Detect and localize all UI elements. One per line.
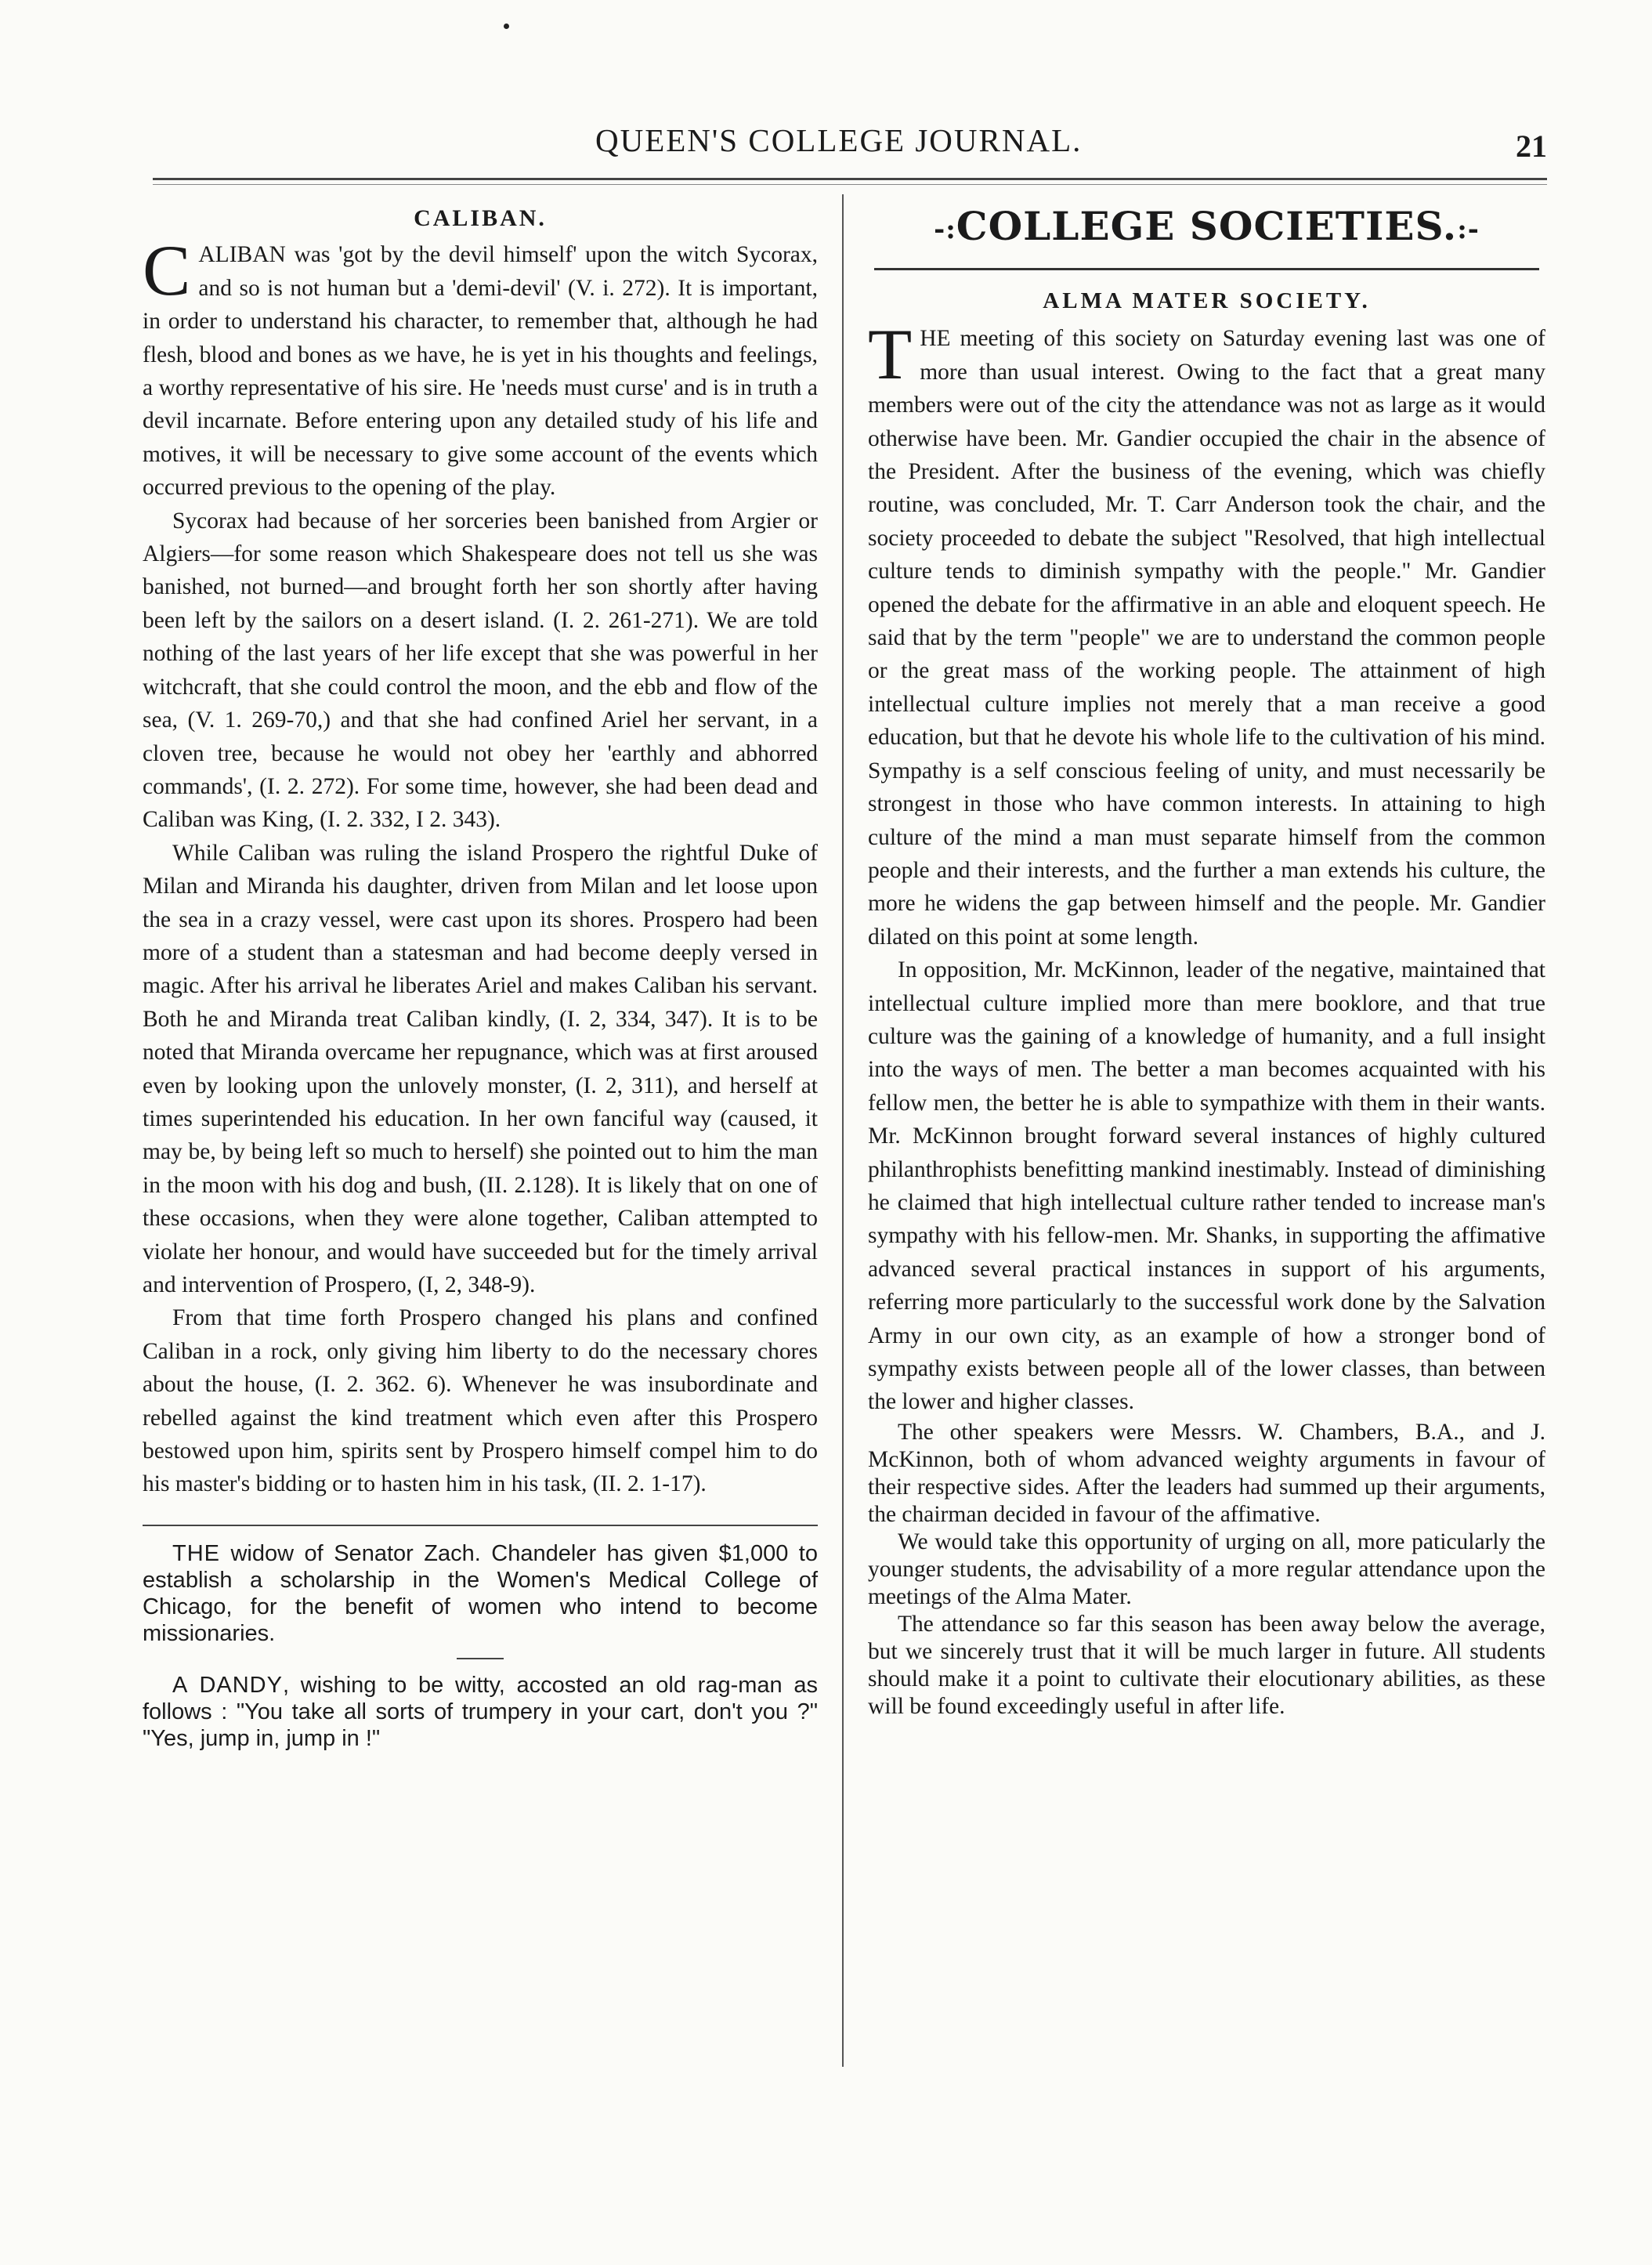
ams-paragraph-2: In opposition, Mr. McKinnon, leader of the negative, maintained that intellectual culture implied more than mere booklore, and that true culture was the gaining of a knowledge of humanity, and a full insight into the ways of men. The better a man becomes acquainted with his fellow men, the better he is able to sympathize with them in their wants. Mr. McKinnon brought forward several instances of highly cultured philanthrophists benefitting mankind inestimably. Instead of diminishing he claimed that high intellectual culture rather tended to increase man's sympathy with his fellow-men. Mr. Shanks, in supporting the affimative advanced several practical instances in support of his arguments, referring more particularly to the successful work done by the Salvation Army in our own city, as an example of how a stronger bond of sympathy exists between people all of the lower classes, than between the lower and higher classes. (868, 957, 1545, 1415)
drop-cap: C (143, 230, 191, 311)
note-separator (457, 1658, 504, 1659)
drop-cap-t: T (868, 314, 913, 395)
banner-rule (874, 268, 1539, 270)
header-rule (153, 178, 1547, 180)
note-dandy (143, 1672, 818, 1752)
notes-section (143, 1525, 818, 1752)
note-dandy-lead: A DANDY (172, 1672, 283, 1698)
caliban-paragraph-2: Sycorax had because of her sorceries been banished from Argier or Algiers—for some reason which Shakespeare does not tell us she was banished, not burned—and brought forth her son shortly after having been left by the sailors on a desert island. (I. 2. 261-271). We are told nothing of the last years of her life except that she was powerful in her witchcraft, that she could control the moon, and the ebb and flow of the sea, (V. 1. 269-70,) and that she had confined Ariel her servant, in a cloven tree, because he would not obey her 'earthly and abhorred commands', (I. 2. 272). For some time, however, she had been dead and Caliban was King, (I. 2. 332, I 2. 343). (143, 508, 818, 833)
ams-paragraph-3: The other speakers were Messrs. W. Chambers, B.A., and J. McKinnon, both of whom advanced weighty arguments in favour of their respective sides. After the leaders had summed up their arguments, the chairman decided in favour of the affimative. (868, 1419, 1545, 1527)
note-scholarship-text: widow of Senator Zach. Chandeler has given $1,000 to establish a scholarship in the Women's Medical College of Chicago, for the benefit of women who intend to become missionaries. (143, 1540, 818, 1646)
right-column (868, 202, 1545, 1720)
note-scholarship (143, 1540, 818, 1647)
ams-closing (868, 1419, 1545, 1720)
banner-ornament-left: -: (934, 214, 956, 245)
banner-ornament-right: :- (1457, 214, 1480, 245)
caliban-title: CALIBAN. (414, 205, 547, 231)
journal-title: QUEEN'S COLLEGE JOURNAL. (595, 122, 1083, 158)
ams-paragraph-5: The attendance so far this season has been away below the average, but we sincerely trust that it will be much larger in future. All students should make it a point to cultivate their elocutionary abilities, as these will be found exceedingly useful in after life. (868, 1611, 1545, 1719)
caliban-paragraph-1-text: ALIBAN was 'got by the devil himself' upon the witch Sycorax, and so is not human but a 'demi-devil' (V. i. 272). It is important, in order to understand his character, to remember that, although he had flesh, blood and bones as we have, he is yet in his thoughts and feelings, a worthy representative of his sire. He 'needs must curse' and is in truth a devil incarnate. Before entering upon any detailed study of his life and motives, it will be necessary to give some account of the events which occurred previous to the opening of the play. (143, 242, 818, 501)
caliban-paragraph-1 (143, 230, 818, 504)
ams-paragraph-1 (868, 314, 1545, 953)
page-header (0, 121, 1652, 184)
ams-paragraph-1-text: HE meeting of this society on Saturday evening last was one of more than usual interest. Owing to the fact that a great many members were out of the city the attendance was not as large as it would otherwise have been. Mr. Gandier occupied the chair in the absence of the President. After the business of the evening, which was chiefly routine, was concluded, Mr. T. Carr Anderson took the chair, and the society proceeded to debate the subject "Resolved, that high intellectual culture tends to diminish sympathy with the people." Mr. Gandier opened the debate for the affirmative in an able and eloquent speech. He said that by the term "people" we are to understand the common people or the great mass of the working people. The attainment of high intellectual culture implies not merely that a man receive a good education, but that he devote his whole life to the cultivation of his mind. Sympathy is a self conscious feeling of unity, and must necessarily be strongest in those who have common interests. In attaining to high culture of the mind a man must separate himself from the common people and their interests, and the further a man extends his culture, the more he widens the gap between himself and the people. Mr. Gandier dilated on this point at some length. (868, 326, 1545, 950)
ink-speck (504, 24, 509, 29)
caliban-paragraph-4: From that time forth Prospero changed his plans and confined Caliban in a rock, only giving him liberty to do the necessary chores about the house, (I. 2. 362. 6). Whenever he was insubordinate and rebelled against the kind treatment which even after this Prospero bestowed upon him, spirits sent by Prospero himself compel him to do his master's bidding or to hasten him in his task, (II. 2. 1-17). (143, 1305, 818, 1497)
banner-title: COLLEGE SOCIETIES. (956, 203, 1458, 249)
alma-mater-title: ALMA MATER SOCIETY. (1043, 288, 1371, 313)
note-scholarship-lead: THE (172, 1540, 220, 1566)
left-column (143, 202, 818, 1752)
column-divider (842, 194, 844, 2067)
caliban-paragraph-3: While Caliban was ruling the island Prospero the rightful Duke of Milan and Miranda his daughter, driven from Milan and let loose upon the sea in a crazy vessel, were cast upon its shores. Prospero had been more of a student than a statesman and had become deeply versed in magic. After his arrival he liberates Ariel and makes Caliban his servant. Both he and Miranda treat Caliban kindly, (I. 2, 334, 347). It is to be noted that Miranda overcame her repugnance, which was at first aroused even by looking upon the unlovely monster, (I. 2, 311), and herself at times superintended his education. In her own fanciful way (caused, it may be, by being left so much to herself) she pointed out to him the man in the moon with his dog and bush, (II. 2.128). It is likely that on one of these occasions, when they were alone together, Caliban attempted to violate her honour, and would have succeeded but for the timely arrival and intervention of Prospero, (I, 2, 348-9). (143, 840, 818, 1297)
page-number: 21 (1516, 128, 1547, 164)
header-rule-thin (153, 184, 1547, 185)
ams-paragraph-4: We would take this opportunity of urging on all, more paticularly the younger students, the advisability of a more regular attendance upon the meetings of the Alma Mater. (868, 1529, 1545, 1609)
college-societies-banner (868, 199, 1545, 257)
note-dandy-text: , wishing to be witty, accosted an old rag-man as follows : "You take all sorts of trumpery in your cart, don't you ?" "Yes, jump in, jump in !" (143, 1672, 818, 1751)
